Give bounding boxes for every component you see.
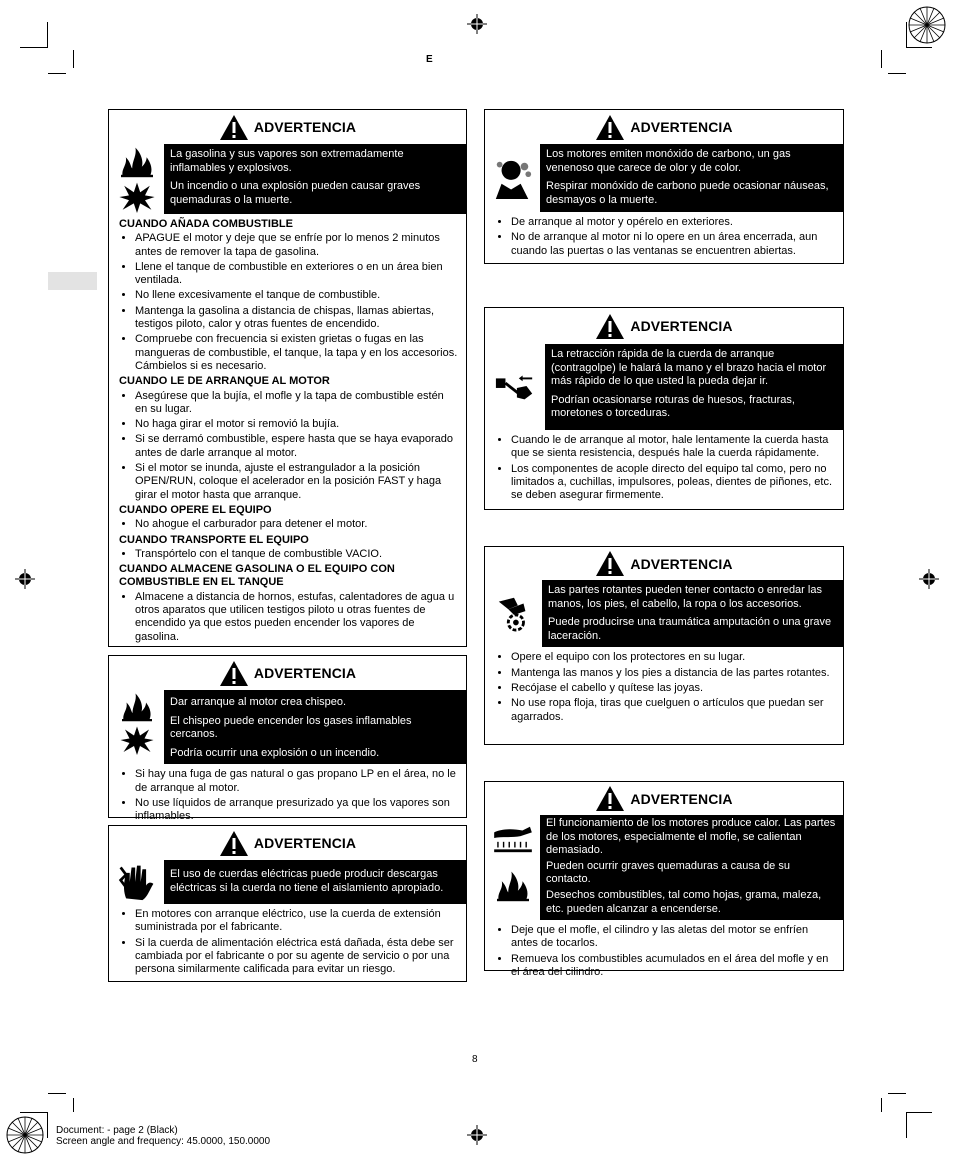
hazard-text: La gasolina y sus vapores son extremadamente inflamables y explosivos. <box>170 148 404 174</box>
warning-triangle-icon <box>595 550 625 577</box>
crop-mark <box>888 1093 906 1094</box>
list-item: • Si hay una fuga de gas natural o gas propano LP en el área, no le de arranque al motor. <box>135 768 458 795</box>
list-item: • Almacene a distancia de hornos, estufas, calentadores de agua u otros aparatos que utilicen testigos piloto u otras fuentes de encendido ya que estos pueden encender los vapores de gasolina. <box>135 591 458 644</box>
list-item: • APAGUE el motor y deje que se enfríe por lo menos 2 minutos antes de remover la tapa de gasolina. <box>135 232 458 259</box>
list-item: • Si la cuerda de alimentación eléctrica está dañada, ésta debe ser cambiada por el fabricante o por su agente de servicio o por una persona similarmente calificada para evitar un riesgo. <box>135 937 458 977</box>
section-heading: CUANDO OPERE EL EQUIPO <box>119 503 272 516</box>
list-item: • No llene excesivamente el tanque de combustible. <box>135 289 458 302</box>
crop-mark <box>47 1112 48 1138</box>
explosion-icon <box>115 725 159 755</box>
list-item: • No use líquidos de arranque presurizado ya que los vapores son inflamables. <box>135 797 458 824</box>
hazard-statement <box>164 860 466 904</box>
warning-header <box>485 547 843 580</box>
warning-title: ADVERTENCIA <box>630 318 733 334</box>
hazard-text: Respirar monóxido de carbono puede ocasionar náuseas, desmayos o la muerte. <box>546 180 829 206</box>
explosion-icon <box>115 181 159 213</box>
crop-mark <box>906 22 907 48</box>
crop-mark <box>73 1098 74 1112</box>
warning-box-carbon-monoxide <box>484 109 844 264</box>
registration-target-icon <box>467 14 487 34</box>
list-item: • Compruebe con frecuencia si existen grietas o fugas en las mangueras de combustible, el tanque, la tapa y en los accesorios. Cámbielos si es necesario. <box>135 333 458 373</box>
warning-box-hot-surface <box>484 781 844 979</box>
warning-triangle-icon <box>219 830 249 857</box>
warning-title: ADVERTENCIA <box>630 790 733 807</box>
print-footer <box>56 1125 270 1147</box>
crop-mark <box>881 50 882 68</box>
list-item: • Deje que el mofle, el cilindro y las aletas del motor se enfríen antes de tocarlos. <box>511 924 835 951</box>
section-heading: CUANDO AÑADA COMBUSTIBLE <box>119 218 293 230</box>
language-marker: E <box>426 54 433 65</box>
footer-line: Screen angle and frequency: 45.0000, 150.0000 <box>56 1136 271 1147</box>
warning-header <box>485 782 843 815</box>
registration-target-icon <box>919 569 939 589</box>
list-item: • Recójase el cabello y quítese las joyas. <box>511 682 835 695</box>
hazard-statement <box>164 690 466 764</box>
hazard-text: Las partes rotantes pueden tener contacto o enredar las manos, los pies, el cabello, la ropa o los accesorios. <box>548 584 822 610</box>
list-item: • En motores con arranque eléctrico, use la cuerda de extensión suministrada por el fabricante. <box>135 908 458 935</box>
hazard-text: Un incendio o una explosión pueden causar graves quemaduras o la muerte. <box>170 180 421 206</box>
list-item: • Asegúrese que la bujía, el mofle y la tapa de combustible estén en su lugar. <box>135 390 458 417</box>
list-item: • Los componentes de acople directo del equipo tal como, pero no limitados a, cuchillas, impulsores, poleas, dientes de piñones, etc. se deben asegurar firmemente. <box>511 463 835 503</box>
hazard-text: Podrían ocasionarse roturas de huesos, fracturas, moretones o torceduras. <box>551 393 795 420</box>
hazard-text: Podría ocurrir una explosión o un incendio. <box>170 746 380 759</box>
warning-triangle-icon <box>595 785 625 812</box>
hazard-text: El funcionamiento de los motores produce calor. Las partes de los motores, especialmente el mofle, se calientan demasiado. <box>546 817 836 857</box>
hazard-statement <box>542 580 843 647</box>
crop-mark <box>48 73 66 74</box>
warning-box-sparking <box>108 655 467 823</box>
crop-mark <box>20 47 48 48</box>
fire-icon <box>115 692 159 722</box>
hazard-text: Desechos combustibles, tal como hojas, grama, maleza, etc. pueden alcanzar a encenderse. <box>546 888 822 915</box>
warning-title: ADVERTENCIA <box>630 555 733 572</box>
hot-surface-icon <box>492 823 534 855</box>
list-item: • No haga girar el motor si removió la bujía. <box>135 418 458 431</box>
list-item: • Si se derramó combustible, espere hasta que se haya evaporado antes de darle arranque al motor. <box>135 433 458 460</box>
section-heading: CUANDO ALMACENE GASOLINA O EL EQUIPO CON COMBUSTIBLE EN EL TANQUE <box>119 563 395 589</box>
crop-mark <box>73 50 74 68</box>
starburst-target-icon <box>6 1116 44 1154</box>
hazard-text: La retracción rápida de la cuerda de arranque (contragolpe) le halará la mano y el brazo hacia el motor más rápido de lo que usted la pueda dejar ir. <box>551 348 827 388</box>
section-heading: CUANDO LE DE ARRANQUE AL MOTOR <box>119 375 330 388</box>
list-item: • Remueva los combustibles acumulados en el área del mofle y en el área del cilindro. <box>511 953 835 980</box>
hazard-text: Los motores emiten monóxido de carbono, un gas venenoso que carece de olor y de color. <box>546 148 791 174</box>
hazard-text: Dar arranque al motor crea chispeo. <box>170 696 347 708</box>
starburst-target-icon <box>908 6 946 44</box>
warning-triangle-icon <box>595 114 625 141</box>
hazard-text: El uso de cuerdas eléctricas puede producir descargas eléctricas si la cuerda no tiene el aislamiento apropiado. <box>170 868 444 894</box>
warning-triangle-icon <box>219 660 249 687</box>
list-item: • De arranque al motor y opérelo en exteriores. <box>511 216 835 229</box>
section-heading: CUANDO TRANSPORTE EL EQUIPO <box>119 533 309 546</box>
warning-title: ADVERTENCIA <box>253 119 357 135</box>
list-item: • Mantenga la gasolina a distancia de chispas, llamas abiertas, testigos piloto, calor y otras fuentes de encendido. <box>135 305 458 332</box>
warning-box-kickback <box>484 307 844 510</box>
crop-mark <box>906 1112 907 1138</box>
list-item: • Llene el tanque de combustible en exteriores o en un área bien ventilada. <box>135 261 458 288</box>
hazard-statement <box>540 815 843 920</box>
warning-box-electric <box>108 825 467 982</box>
list-item: • No ahogue el carburador para detener el motor. <box>135 518 458 531</box>
list-item: • Mantenga las manos y los pies a distancia de las partes rotantes. <box>511 667 835 680</box>
list-item: • No use ropa floja, tiras que cuelguen o artículos que puedan ser agarrados. <box>511 697 835 724</box>
page-number: 8 <box>472 1054 478 1065</box>
warning-title: ADVERTENCIA <box>253 835 357 851</box>
crop-mark <box>48 1093 66 1094</box>
registration-target-icon <box>15 569 35 589</box>
warning-header <box>109 826 466 860</box>
warning-box-rotating-parts <box>484 546 844 745</box>
hazard-statement <box>164 144 466 214</box>
crop-mark <box>888 73 906 74</box>
hazard-text: El chispeo puede encender los gases inflamables cercanos. <box>170 714 412 741</box>
list-item: • No de arranque al motor ni lo opere en un área encerrada, aun cuando las puertas o las ventanas se encuentren abiertas. <box>511 231 835 258</box>
crop-mark <box>47 22 48 48</box>
crop-mark <box>906 1112 932 1113</box>
fire-icon <box>493 870 533 902</box>
rotating-parts-icon <box>495 593 533 633</box>
list-item: • Cuando le de arranque al motor, hale lentamente la cuerda hasta que se sienta resistencia, después hale la cuerda rápidamente. <box>511 434 835 461</box>
warning-triangle-icon <box>595 313 625 340</box>
warning-title: ADVERTENCIA <box>630 119 733 135</box>
fire-icon <box>115 146 159 178</box>
hazard-statement <box>540 144 843 212</box>
warning-triangle-icon <box>219 114 249 141</box>
crop-mark <box>906 47 932 48</box>
list-item: • Transpórtelo con el tanque de combustible VACIO. <box>135 548 458 561</box>
section-tab-marker <box>48 272 97 290</box>
list-item: • Si el motor se inunda, ajuste el estrangulador a la posición OPEN/RUN, coloque el acelerador en la posición FAST y haga girar el motor hasta que arranque. <box>135 462 458 502</box>
crop-mark <box>881 1098 882 1112</box>
electric-shock-icon <box>117 862 157 902</box>
list-item: • Opere el equipo con los protectores en su lugar. <box>511 651 835 664</box>
kickback-icon <box>494 372 536 402</box>
warning-title: ADVERTENCIA <box>253 665 357 681</box>
warning-header <box>109 110 466 144</box>
warning-header <box>109 656 466 690</box>
warning-header <box>485 308 843 344</box>
toxic-gas-icon <box>492 157 534 199</box>
crop-mark <box>20 1112 48 1113</box>
warning-box-fuel <box>108 109 467 647</box>
hazard-text: Pueden ocurrir graves quemaduras a causa de su contacto. <box>546 859 790 886</box>
registration-target-icon <box>467 1125 487 1145</box>
hazard-statement <box>545 344 843 430</box>
warning-header <box>485 110 843 144</box>
hazard-text: Puede producirse una traumática amputación o una grave laceración. <box>548 616 832 642</box>
footer-line: Document: - page 2 (Black) <box>56 1125 178 1136</box>
